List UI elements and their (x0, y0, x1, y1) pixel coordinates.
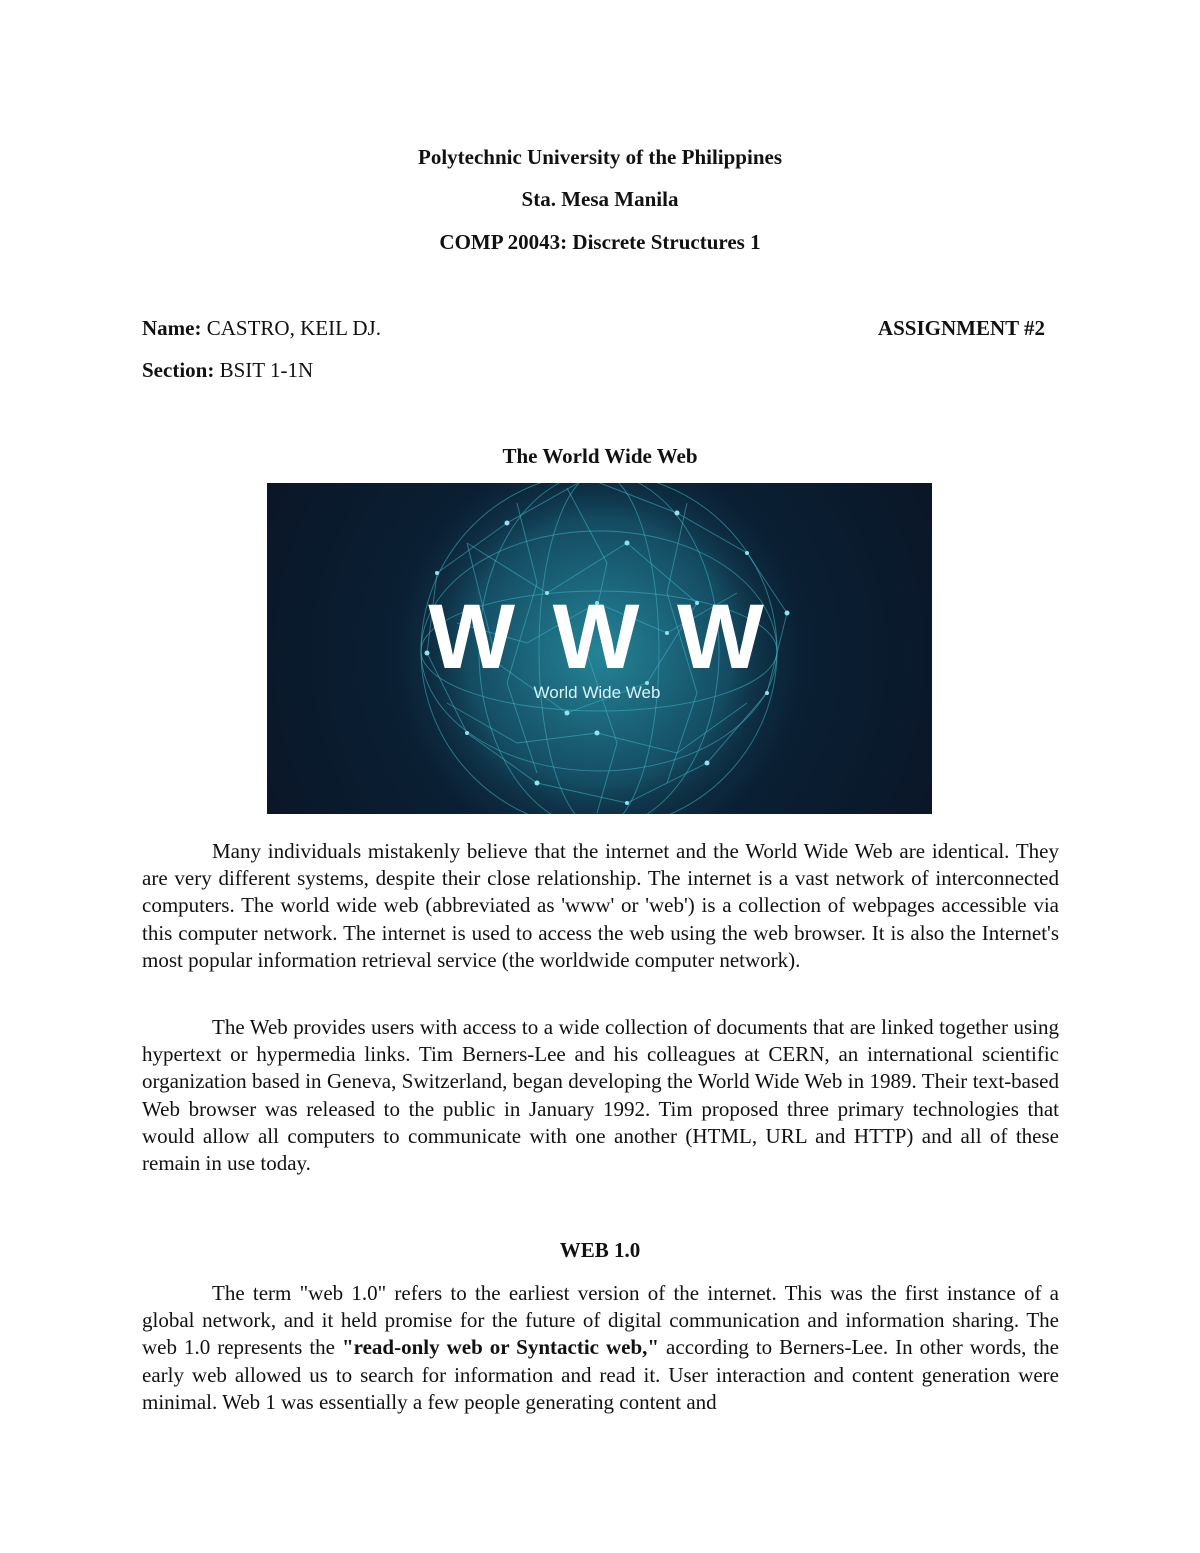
name-value: CASTRO, KEIL DJ. (206, 316, 381, 340)
assignment-number: ASSIGNMENT #2 (877, 316, 1045, 340)
paragraph-www-1: Many individuals mistakenly believe that the internet and the World Wide Web are identical. They are very different systems, despite their close relationship. The internet is a vast network of interconnected computers. The world wide web (abbreviated as 'www' or 'web') is a collection of webpages accessible via this computer network. The internet is used to access the web using the web browser. It is also the Internet's most popular information retrieval service (the worldwide computer network). (142, 839, 1059, 972)
location-line: Sta. Mesa Manila (521, 187, 679, 211)
section-title-web1: WEB 1.0 (559, 1238, 641, 1262)
section-label: Section: (142, 358, 215, 382)
www-caption: World Wide Web (533, 683, 661, 702)
university-title: Polytechnic University of the Philippines (418, 145, 782, 169)
name-field (142, 316, 381, 341)
section-value: BSIT 1-1N (219, 358, 314, 382)
web1-text-before: The term "web 1.0" refers to the earliest version of the internet. This was the first instance of a global network, and it held promise for the future of digital communication and information sharing. The web 1.0 represents the (142, 1281, 1059, 1360)
section-title-www: The World Wide Web (502, 444, 698, 468)
paragraph-www-2: The Web provides users with access to a wide collection of documents that are linked together using hypertext or hypermedia links. Tim Berners-Lee and his colleagues at CERN, an international scientific organization based in Geneva, Switzerland, began developing the World Wide Web in 1989. Their text-based Web browser was released to the public in January 1992. Tim proposed three primary technologies that would allow all computers to communicate with one another (HTML, URL and HTTP) and all of these remain in use today. (142, 1015, 1059, 1176)
paragraph-web1 (142, 1280, 1059, 1416)
globe-graphic (267, 483, 932, 814)
name-label: Name: (142, 316, 202, 340)
web1-text-after: according to Berners-Lee. In other words, the early web allowed us to search for information and read it. User interaction and content generation were minimal. Web 1 was essentially a few people generating content and (142, 1335, 1060, 1414)
section-field (142, 358, 313, 383)
www-globe-image (267, 483, 932, 814)
course-title: COMP 20043: Discrete Structures 1 (439, 230, 761, 254)
web1-bold-phrase: "read-only web or Syntactic web," (341, 1335, 660, 1360)
www-big-text: W W W (428, 586, 770, 688)
